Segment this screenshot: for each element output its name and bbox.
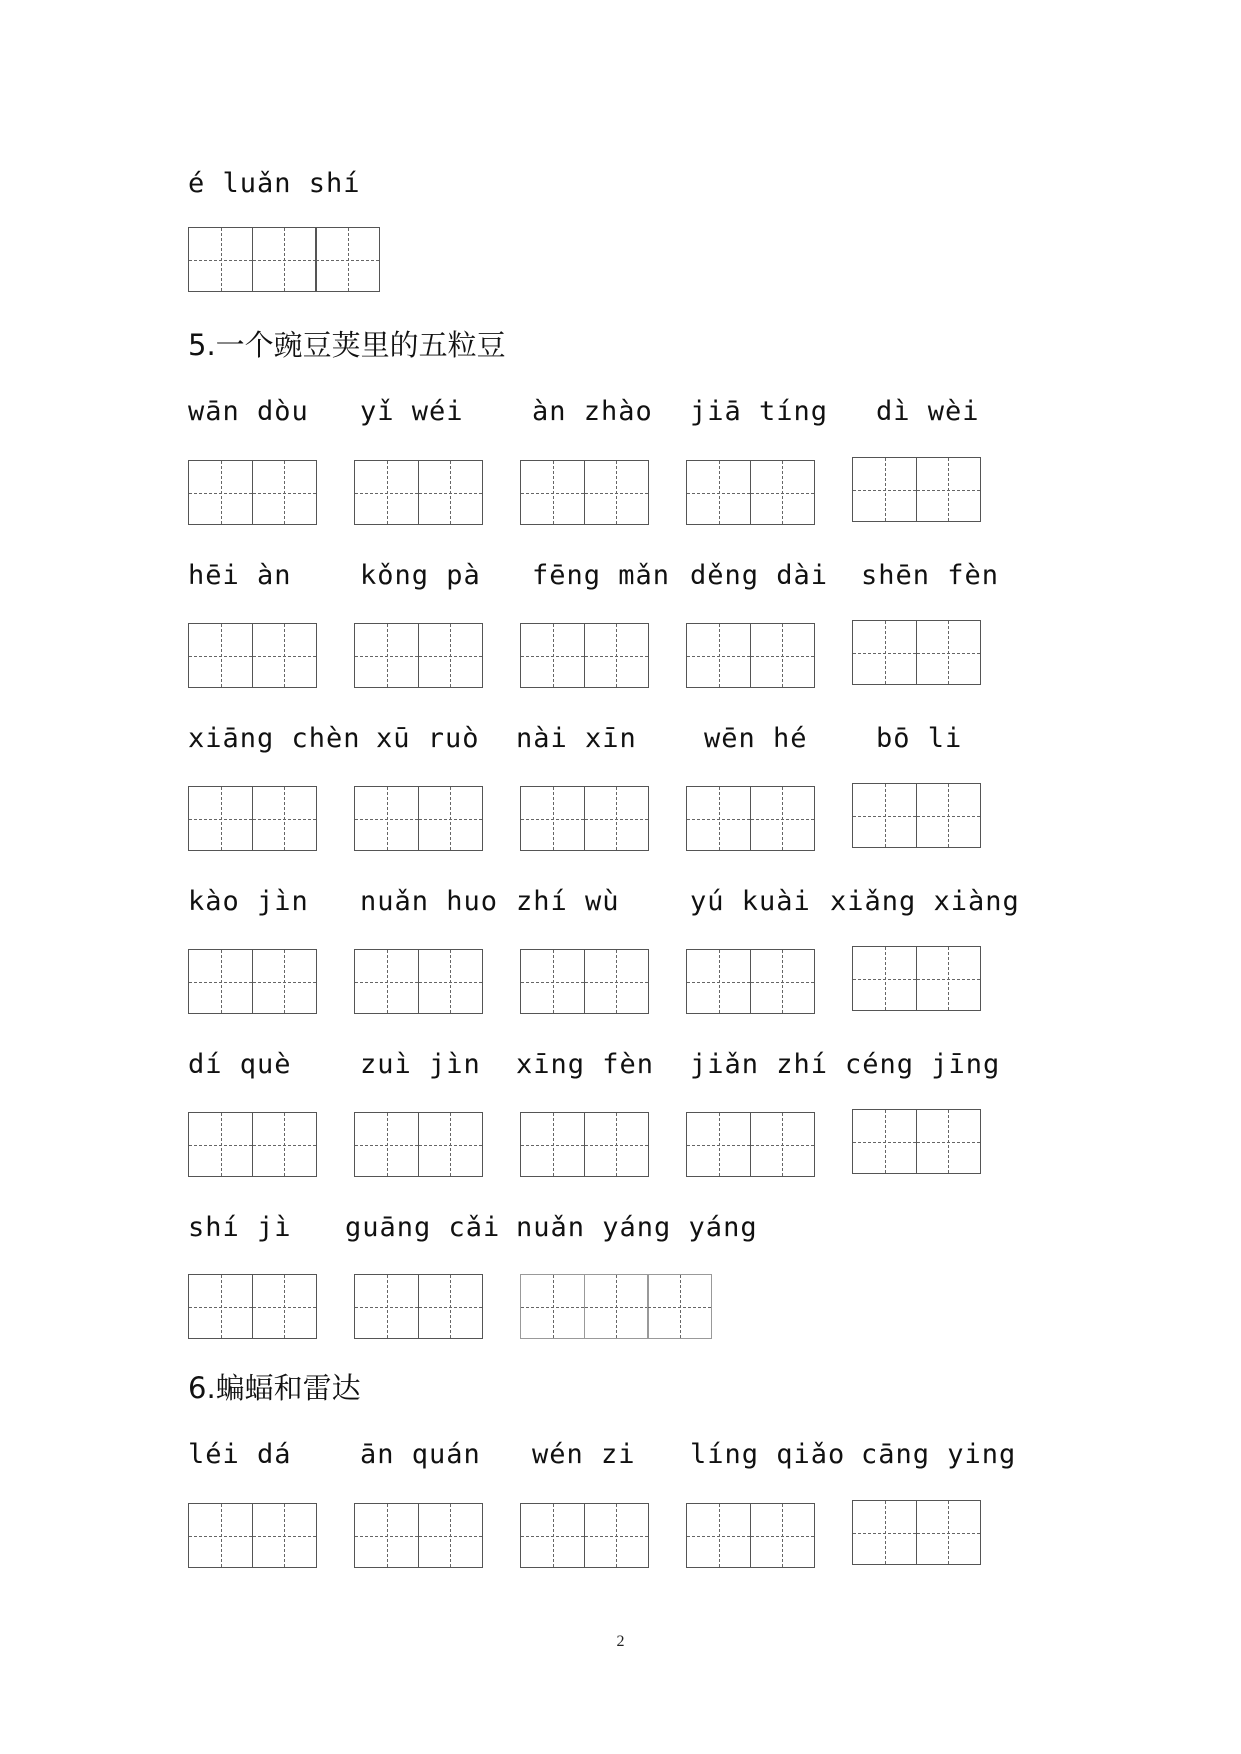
grid-cell[interactable] — [916, 1109, 981, 1174]
pinyin-label: céng jīng — [845, 1049, 1001, 1080]
pinyin-label: wān dòu — [188, 396, 309, 427]
grid-cell[interactable] — [686, 786, 751, 851]
grid-cell[interactable] — [584, 786, 649, 851]
writing-grid[interactable] — [686, 460, 813, 525]
grid-cell[interactable] — [750, 1503, 815, 1568]
grid-cell[interactable] — [418, 460, 483, 525]
pinyin-label: nuǎn huo — [360, 886, 499, 917]
grid-cell[interactable] — [916, 783, 981, 848]
grid-cell[interactable] — [520, 460, 585, 525]
grid-cell[interactable] — [750, 1112, 815, 1177]
writing-grid[interactable] — [188, 949, 315, 1014]
writing-grid[interactable] — [354, 623, 481, 688]
grid-cell[interactable] — [188, 1112, 253, 1177]
grid-cell[interactable] — [520, 786, 585, 851]
grid-cell[interactable] — [252, 949, 317, 1014]
writing-grid[interactable] — [354, 1112, 481, 1177]
pinyin-label: shí jì — [188, 1212, 292, 1243]
grid-cell[interactable] — [750, 949, 815, 1014]
pinyin-label: zhí wù — [516, 886, 620, 917]
writing-grid[interactable] — [188, 227, 379, 292]
grid-cell[interactable] — [584, 1112, 649, 1177]
grid-cell[interactable] — [686, 949, 751, 1014]
grid-cell[interactable] — [520, 623, 585, 688]
writing-grid[interactable] — [354, 949, 481, 1014]
grid-cell[interactable] — [520, 1503, 585, 1568]
writing-grid[interactable] — [354, 460, 481, 525]
pinyin-label: wén zi — [532, 1439, 636, 1470]
grid-cell[interactable] — [852, 457, 917, 522]
writing-grid[interactable] — [852, 783, 979, 848]
writing-grid[interactable] — [852, 1109, 979, 1174]
pinyin-label: kào jìn — [188, 886, 309, 917]
pinyin-label: jiā tíng — [690, 396, 829, 427]
grid-cell[interactable] — [418, 1503, 483, 1568]
grid-cell[interactable] — [354, 460, 419, 525]
grid-cell[interactable] — [315, 227, 380, 292]
pinyin-label: xū ruò — [376, 723, 480, 754]
pinyin-label: léi dá — [188, 1439, 292, 1470]
grid-cell[interactable] — [686, 1112, 751, 1177]
grid-cell[interactable] — [418, 1112, 483, 1177]
pinyin-label: bō li — [876, 723, 963, 754]
grid-cell[interactable] — [252, 1503, 317, 1568]
grid-cell[interactable] — [188, 1274, 253, 1339]
pinyin-label: děng dài — [690, 560, 829, 591]
grid-cell[interactable] — [750, 786, 815, 851]
pinyin-label: àn zhào — [532, 396, 653, 427]
grid-cell[interactable] — [354, 1274, 419, 1339]
grid-cell[interactable] — [188, 623, 253, 688]
pinyin-label: yǐ wéi — [360, 396, 464, 427]
grid-cell[interactable] — [354, 1503, 419, 1568]
grid-cell[interactable] — [252, 227, 317, 292]
writing-grid[interactable] — [520, 1112, 647, 1177]
grid-cell[interactable] — [252, 1274, 317, 1339]
pinyin-label: hēi àn — [188, 560, 292, 591]
writing-grid[interactable] — [852, 457, 979, 522]
pinyin-label: kǒng pà — [360, 560, 481, 591]
writing-grid[interactable] — [188, 1112, 315, 1177]
grid-cell[interactable] — [852, 946, 917, 1011]
writing-grid[interactable] — [852, 1500, 979, 1565]
grid-cell[interactable] — [750, 623, 815, 688]
pinyin-label: dì wèi — [876, 396, 980, 427]
grid-cell[interactable] — [520, 949, 585, 1014]
pinyin-label: cāng ying — [861, 1439, 1017, 1470]
grid-cell[interactable] — [354, 949, 419, 1014]
grid-cell[interactable] — [188, 227, 253, 292]
writing-grid[interactable] — [520, 949, 647, 1014]
writing-grid[interactable] — [520, 460, 647, 525]
pinyin-label: guāng cǎi — [345, 1212, 501, 1243]
grid-cell[interactable] — [916, 946, 981, 1011]
writing-grid[interactable] — [188, 786, 315, 851]
grid-cell[interactable] — [686, 460, 751, 525]
grid-cell[interactable] — [252, 623, 317, 688]
writing-grid[interactable] — [686, 1503, 813, 1568]
writing-grid[interactable] — [852, 620, 979, 685]
grid-cell[interactable] — [252, 1112, 317, 1177]
grid-cell[interactable] — [354, 786, 419, 851]
page-number: 2 — [616, 1633, 625, 1650]
grid-cell[interactable] — [418, 623, 483, 688]
grid-cell[interactable] — [852, 1500, 917, 1565]
grid-cell[interactable] — [418, 1274, 483, 1339]
writing-grid[interactable] — [188, 623, 315, 688]
writing-grid[interactable] — [354, 786, 481, 851]
grid-cell[interactable] — [188, 786, 253, 851]
writing-grid[interactable] — [188, 1503, 315, 1568]
grid-cell[interactable] — [852, 783, 917, 848]
pinyin-label: nuǎn yáng yáng — [516, 1212, 758, 1243]
grid-cell[interactable] — [188, 1503, 253, 1568]
pinyin-label: fēng mǎn — [532, 560, 671, 591]
grid-cell[interactable] — [584, 949, 649, 1014]
writing-grid[interactable] — [852, 946, 979, 1011]
grid-cell[interactable] — [686, 1503, 751, 1568]
grid-cell[interactable] — [252, 786, 317, 851]
pinyin-label: yú kuài — [690, 886, 811, 917]
grid-cell[interactable] — [852, 620, 917, 685]
pinyin-label: wēn hé — [704, 723, 808, 754]
grid-cell[interactable] — [916, 457, 981, 522]
grid-cell[interactable] — [916, 620, 981, 685]
grid-cell[interactable] — [188, 949, 253, 1014]
grid-cell[interactable] — [418, 949, 483, 1014]
writing-grid[interactable] — [188, 460, 315, 525]
grid-cell[interactable] — [354, 1112, 419, 1177]
grid-cell[interactable] — [852, 1109, 917, 1174]
writing-grid[interactable] — [520, 786, 647, 851]
writing-grid[interactable] — [520, 1503, 647, 1568]
pinyin-label: xīng fèn — [516, 1049, 655, 1080]
pinyin-label: ān quán — [360, 1439, 481, 1470]
pinyin-label: jiǎn zhí — [690, 1049, 829, 1080]
grid-cell[interactable] — [418, 786, 483, 851]
writing-grid[interactable] — [354, 1503, 481, 1568]
grid-cell[interactable] — [647, 1274, 712, 1339]
grid-cell[interactable] — [584, 1503, 649, 1568]
pinyin-label: xiǎng xiàng — [830, 886, 1020, 917]
grid-cell[interactable] — [520, 1112, 585, 1177]
writing-grid[interactable] — [520, 623, 647, 688]
grid-cell[interactable] — [584, 1274, 649, 1339]
grid-cell[interactable] — [916, 1500, 981, 1565]
writing-grid[interactable] — [686, 949, 813, 1014]
grid-cell[interactable] — [584, 623, 649, 688]
section-heading: 5.一个豌豆荚里的五粒豆 — [188, 328, 506, 362]
grid-cell[interactable] — [188, 460, 253, 525]
pinyin-label: zuì jìn — [360, 1049, 481, 1080]
pinyin-label: xiāng chèn — [188, 723, 361, 754]
writing-grid[interactable] — [520, 1274, 711, 1339]
section-heading: 6.蝙蝠和雷达 — [188, 1371, 361, 1405]
writing-grid[interactable] — [686, 1112, 813, 1177]
pinyin-label: dí què — [188, 1049, 292, 1080]
writing-grid[interactable] — [686, 623, 813, 688]
pinyin-label: líng qiǎo — [690, 1439, 846, 1470]
writing-grid[interactable] — [354, 1274, 481, 1339]
pinyin-label: nài xīn — [516, 723, 637, 754]
writing-grid[interactable] — [188, 1274, 315, 1339]
grid-cell[interactable] — [584, 460, 649, 525]
grid-cell[interactable] — [252, 460, 317, 525]
grid-cell[interactable] — [686, 623, 751, 688]
grid-cell[interactable] — [354, 623, 419, 688]
writing-grid[interactable] — [686, 786, 813, 851]
grid-cell[interactable] — [750, 460, 815, 525]
pinyin-label: é luǎn shí — [188, 168, 361, 199]
grid-cell[interactable] — [520, 1274, 585, 1339]
pinyin-label: shēn fèn — [861, 560, 1000, 591]
